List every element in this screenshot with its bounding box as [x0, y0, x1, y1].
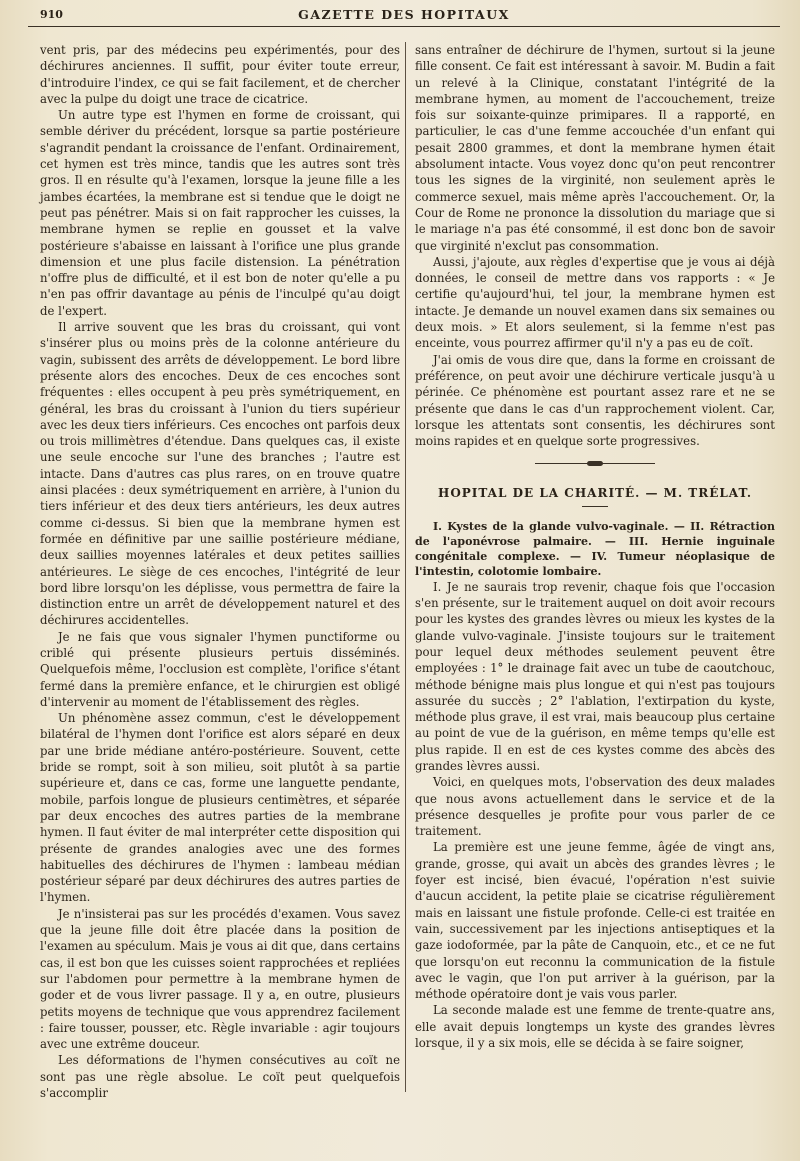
lecture-summary: I. Kystes de la glande vulvo-vaginale. — II. Rétraction de l'aponévrose palmaire. — III. Hernie inguinale congénitale complexe. — IV. Tumeur néoplasique de l'intestin, colotomie lombaire. [415, 519, 775, 578]
paragraph: Je n'insisterai pas sur les procédés d'examen. Vous savez que la jeune fille doit être placée dans la position de l'examen au spéculum. Mais je vous ai dit que, dans certains cas, il est bon que les cuisses soient rapprochées et repliées sur l'abdomen pour permettre à la membrane hymen de goder et de vous livrer passage. Il y a, en outre, plusieurs petits moyens de technique que vous apprendrez facilement : faire tousser, pousser, etc. Règle invariable : agir toujours avec une extrême douceur. [40, 906, 400, 1052]
left-column [40, 42, 400, 1101]
paragraph: I. Je ne saurais trop revenir, chaque fois que l'occasion s'en présente, sur le traitement auquel on doit avoir recours pour les kystes des grandes lèvres ou mieux les kystes de la glande vulvo-vaginale. J'insiste toujours sur le traitement pour lequel deux méthodes seulement peuvent être employées : 1° le drainage fait avec un tube de caoutchouc, méthode bénigne mais plus longue et qui n'est pas toujours assurée du succès ; 2° l'ablation, l'extirpation du kyste, méthode plus grave, il est vrai, mais beaucoup plus certaine au point de vue de la guérison, en même temps qu'elle est plus rapide. Il en est de ces kystes comme des abcès des grandes lèvres aussi. [415, 579, 775, 773]
column-divider [405, 42, 406, 1092]
section-heading: HOPITAL DE LA CHARITÉ. — M. TRÉLAT. [437, 486, 753, 501]
paragraph: Voici, en quelques mots, l'observation des deux malades que nous avons actuellement dans le service et de la présence desquelles je profite pour vous parler de ce traitement. [415, 775, 775, 839]
paragraph: Aussi, j'ajoute, aux règles d'expertise que je vous ai déjà données, le conseil de mettre dans vos rapports : « Je certifie qu'aujourd'hui, tel jour, la membrane hymen est intacte. Je demande un nouvel examen dans six semaines ou deux mois. » Et alors seulement, si la femme n'est pas enceinte, vous pourrez affirmer qu'il n'y a pas eu de coït. [415, 254, 775, 351]
page-number: 910 [40, 8, 63, 21]
paragraph: J'ai omis de vous dire que, dans la forme en croissant de préférence, on peut avoir une déchirure verticale jusqu'à u périnée. Ce phénomène est pourtant assez rare et ne se présente que dans le cas d'un rapprochement violent. Car, lorsque les attentats sont consentis, les déchirures sont moins rapides et en quelque sorte progressives. [415, 352, 775, 449]
paragraph: La première est une jeune femme, âgée de vingt ans, grande, grosse, qui avait un abcès des grandes lèvres ; le foyer est incisé, bien évacué, l'opération n'est suivie d'aucun accident, la petite plaie se cicatrise régulièrement mais en laissant une fistule profonde. Celle-ci est traitée en vain, successivement par les injections antiseptiques et la gaze iodoformée, par la pâte de Canquoin, etc., et ce ne fut que lorsqu'on eut reconnu la communication de la fistule avec le vagin, que l'on put arriver à la guérison, par la méthode opératoire dont je vais vous parler. [415, 840, 775, 1002]
paragraph: vent pris, par des médecins peu expérimentés, pour des déchirures anciennes. Il suffit, pour éviter toute erreur, d'introduire l'index, ce qui se fait facilement, et de chercher avec la pulpe du doigt une trace de cicatrice. [40, 43, 400, 106]
paragraph: Les déformations de l'hymen consécutives au coït ne sont pas une règle absolue. Le coït peut quelquefois s'accomplir [40, 1053, 400, 1100]
heading-rule [582, 506, 608, 507]
paragraph: Un phénomène assez commun, c'est le développement bilatéral de l'hymen dont l'orifice est alors séparé en deux par une bride médiane antéro-postérieure. Souvent, cette bride se rompt, soit à son milieu, soit plutôt à sa partie supérieure et, dans ce cas, forme une languette pendante, mobile, parfois longue de plusieurs centimètres, et séparée par deux encoches des autres parties de la membrane hymen. Il faut éviter de mal interpréter cette disposition qui présente de grandes analogies avec une des formes habituelles des déchirures de l'hymen : lambeau médian postérieur séparé par deux déchirures des autres parties de l'hymen. [40, 711, 400, 905]
paragraph: La seconde malade est une femme de trente-quatre ans, elle avait depuis longtemps un kyste des grandes lèvres lorsque, il y a six mois, elle se décida à se faire soigner, [415, 1003, 775, 1051]
page-header [28, 4, 780, 27]
journal-title: GAZETTE DES HOPITAUX [298, 7, 510, 22]
section-divider [535, 461, 655, 467]
right-column [415, 42, 775, 1051]
paragraph: sans entraîner de déchirure de l'hymen, surtout si la jeune fille consent. Ce fait est intéressant à savoir. M. Budin a fait un relevé à la Clinique, constatant l'intégrité de la membrane hymen, au moment de l'accouchement, treize fois sur soixante-quinze primipares. Il a rapporté, en particulier, le cas d'une femme accouchée d'un enfant qui pesait 2800 grammes, et dont la membrane hymen était absolument intacte. Vous voyez donc qu'on peut rencontrer tous les signes de la virginité, non seulement après le commerce sexuel, mais même après l'accouchement. Or, la Cour de Rome ne prononce la dissolution du mariage que si le mariage n'a pas été consommé, il est donc bon de savoir que virginité n'exclut pas consommation. [415, 43, 775, 253]
paragraph: Je ne fais que vous signaler l'hymen punctiforme ou criblé qui présente plusieurs pertuis disséminés. Quelquefois même, l'occlusion est complète, l'orifice s'étant fermé dans la première enfance, et le chirurgien est obligé d'intervenir au moment de l'établissement des règles. [40, 629, 400, 709]
paragraph: Il arrive souvent que les bras du croissant, qui vont s'insérer plus ou moins près de la colonne antérieure du vagin, subissent des arrêts de développement. Le bord libre présente alors des encoches. Deux de ces encoches sont fréquentes : elles occupent à peu près symétriquement, en général, les bras du croissant à l'union du tiers supérieur avec les deux tiers inférieurs. Ces encoches ont parfois deux ou trois millimètres d'étendue. Dans quelques cas, il existe une seule encoche sur l'une des branches ; l'autre est intacte. Dans d'autres cas plus rares, on en trouve quatre ainsi placées : deux symétriquement en arrière, à l'union du tiers inférieur et des deux tiers antérieurs, les deux autres comme ci-dessus. Si bien que la membrane hymen est formée en définitive par une saillie postérieure médiane, deux saillies moyennes latérales et deux petites saillies antérieures. Le siège de ces encoches, l'intégrité de leur bord libre lorsqu'on les déplisse, vous permettra de faire la distinction entre un arrêt de développement naturel et des déchirures accidentelles. [40, 320, 400, 628]
paragraph: Un autre type est l'hymen en forme de croissant, qui semble dériver du précédent, lorsque sa partie postérieure s'agrandit pendant la croissance de l'enfant. Ordinairement, cet hymen est très mince, tandis que les autres sont très gros. Il en résulte qu'à l'examen, lorsque la jeune fille a les jambes écartées, la membrane est si tendue que le doigt ne peut pas pénétrer. Mais si on fait rapprocher les cuisses, la membrane hymen se replie en gousset et la valve postérieure s'abaisse en laissant à l'orifice une plus grande dimension et une plus facile distension. La pénétration n'offre plus de difficulté, et il est bon de noter qu'elle a pu n'en pas offrir davantage au pénis de l'inculpé qu'au doigt de l'expert. [40, 108, 400, 318]
